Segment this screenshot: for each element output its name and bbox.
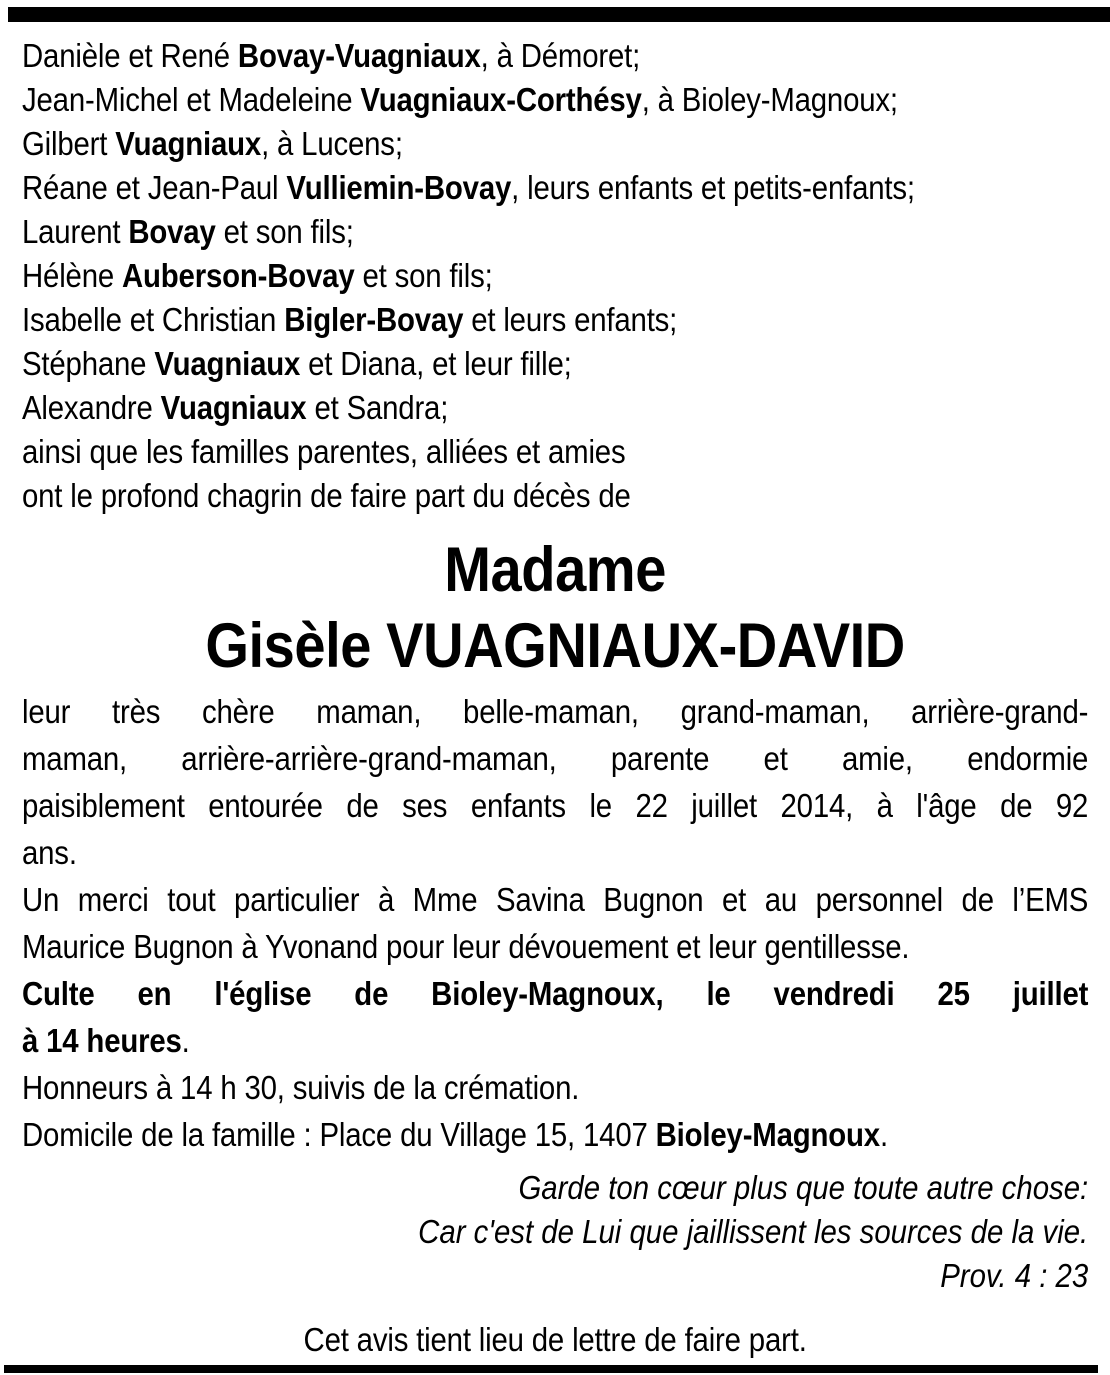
text-segment: Bovay [128, 213, 216, 250]
text-segment: , à Lucens; [261, 125, 403, 162]
text-segment: Garde ton cœur plus que toute autre chose: [518, 1169, 1089, 1206]
text-segment: , à Bioley-Magnoux; [641, 81, 898, 118]
notice-content [22, 34, 1088, 1362]
body-line [22, 1111, 1088, 1158]
footer-note: Cet avis tient lieu de lettre de faire part. [303, 1321, 807, 1358]
text-segment: Danièle et René [22, 37, 238, 74]
family-line [22, 78, 1088, 122]
text-segment: Vuagniaux [160, 389, 307, 426]
body-line [22, 782, 1088, 829]
top-border-rule [8, 7, 1110, 22]
text-segment: Bigler-Bovay [284, 301, 464, 338]
text-segment: Laurent [22, 213, 129, 250]
title-madame: Madame [444, 535, 666, 605]
quote-line [22, 1166, 1088, 1210]
family-list [22, 34, 1088, 518]
text-segment: Vuagniaux [115, 125, 262, 162]
text-segment: paisiblement entourée de ses enfants le 22 juillet 2014, à l'âge de 92 [22, 787, 1089, 824]
family-line [22, 298, 1088, 342]
text-segment: et Diana, et leur fille; [300, 345, 572, 382]
family-line [22, 474, 1088, 518]
text-segment: leur très chère maman, belle-maman, grand-maman, arrière-grand- [22, 693, 1089, 730]
text-segment: . [879, 1116, 888, 1153]
text-segment: Vuagniaux-Corthésy [360, 81, 642, 118]
body-line [22, 829, 1088, 876]
family-line [22, 34, 1088, 78]
text-segment: Isabelle et Christian [22, 301, 285, 338]
family-line [22, 430, 1088, 474]
family-line [22, 254, 1088, 298]
text-segment: . [181, 1022, 190, 1059]
body-line [22, 1017, 1088, 1064]
deceased-name: Gisèle VUAGNIAUX-DAVID [205, 611, 905, 681]
text-segment: Maurice Bugnon à Yvonand pour leur dévouement et leur gentillesse. [22, 928, 910, 965]
text-segment: Réane et Jean-Paul [22, 169, 287, 206]
text-segment: Car c'est de Lui que jaillissent les sources de la vie. [418, 1213, 1089, 1250]
text-segment: Culte en l'église de Bioley-Magnoux, le vendredi 25 juillet [22, 975, 1089, 1012]
text-segment: et leurs enfants; [463, 301, 678, 338]
body-line [22, 970, 1088, 1017]
quote-reference [22, 1254, 1088, 1298]
family-line [22, 386, 1088, 430]
text-segment: Un merci tout particulier à Mme Savina Bugnon et au personnel de l’EMS [22, 881, 1089, 918]
family-line [22, 166, 1088, 210]
text-segment: et Sandra; [306, 389, 449, 426]
text-segment: ainsi que les familles parentes, alliées et amies [22, 433, 626, 470]
text-segment: Honneurs à 14 h 30, suivis de la crémation. [22, 1069, 580, 1106]
text-segment: Domicile de la famille : Place du Village 15, 1407 [22, 1116, 656, 1153]
text-segment: Hélène [22, 257, 122, 294]
body-line [22, 876, 1088, 923]
body-line [22, 1064, 1088, 1111]
text-segment: , leurs enfants et petits-enfants; [511, 169, 915, 206]
text-segment: Prov. 4 : 23 [940, 1257, 1089, 1294]
body-line [22, 688, 1088, 735]
text-segment: et son fils; [354, 257, 493, 294]
scripture-quote [22, 1166, 1088, 1298]
text-segment: Vuagniaux [154, 345, 301, 382]
deceased-title-block [22, 532, 1088, 684]
family-line [22, 342, 1088, 386]
text-segment: Alexandre [22, 389, 161, 426]
notice-body [22, 688, 1088, 1158]
text-segment: Jean-Michel et Madeleine [22, 81, 361, 118]
text-segment: Bioley-Magnoux [655, 1116, 880, 1153]
family-line [22, 210, 1088, 254]
text-segment: ans. [22, 834, 77, 871]
text-segment: maman, arrière-arrière-grand-maman, parente et amie, endormie [22, 740, 1089, 777]
text-segment: Auberson-Bovay [121, 257, 355, 294]
quote-line [22, 1210, 1088, 1254]
text-segment: Gilbert [22, 125, 116, 162]
body-line [22, 923, 1088, 970]
bottom-border-rule [4, 1365, 1098, 1373]
text-segment: , à Démoret; [480, 37, 641, 74]
text-segment: Bovay-Vuagniaux [237, 37, 481, 74]
body-line [22, 735, 1088, 782]
text-segment: Stéphane [22, 345, 155, 382]
family-line [22, 122, 1088, 166]
text-segment: à 14 heures [22, 1022, 182, 1059]
text-segment: et son fils; [215, 213, 354, 250]
text-segment: Vulliemin-Bovay [286, 169, 512, 206]
text-segment: ont le profond chagrin de faire part du décès de [22, 477, 631, 514]
